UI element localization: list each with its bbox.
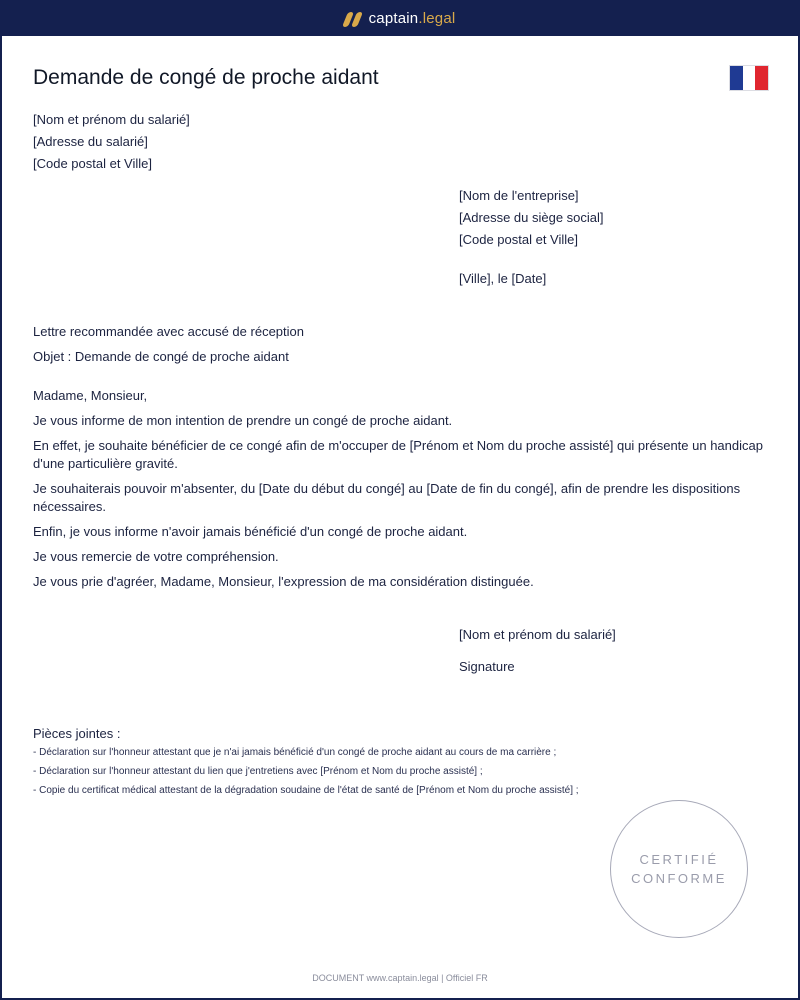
- brand-name: captain.legal: [368, 9, 456, 27]
- france-flag-icon: [729, 65, 769, 91]
- stamp-line: CERTIFIÉ: [639, 852, 719, 867]
- body-paragraph: Enfin, je vous informe n'avoir jamais bénéficié d'un congé de proche aidant.: [33, 524, 468, 539]
- subject-line: Objet : Demande de congé de proche aidant: [33, 349, 289, 364]
- body-paragraph: En effet, je souhaite bénéficier de ce congé afin de m'occuper de [Prénom et Nom du proche assisté] qui présente un handicap d'une particulière gravité.: [33, 438, 763, 471]
- recipient-city: [Code postal et Ville]: [459, 232, 578, 247]
- sender-name: [Nom et prénom du salarié]: [33, 112, 190, 127]
- body-paragraph: Je vous informe de mon intention de prendre un congé de proche aidant.: [33, 413, 453, 428]
- attachment-item: - Déclaration sur l'honneur attestant que je n'ai jamais bénéficié d'un congé de proche aidant au cours de ma carrière ;: [33, 747, 557, 758]
- page-footer: DOCUMENT www.captain.legal | Officiel FR: [312, 973, 488, 983]
- recipient-address: [Adresse du siège social]: [459, 210, 604, 225]
- brand-logo[interactable]: [345, 10, 456, 27]
- attachments-title: Pièces jointes :: [33, 726, 121, 741]
- signature-name: [Nom et prénom du salarié]: [459, 627, 616, 642]
- recipient-company: [Nom de l'entreprise]: [459, 188, 579, 203]
- attachment-item: - Déclaration sur l'honneur attestant du lien que j'entretiens avec [Prénom et Nom du proche assisté] ;: [33, 766, 483, 777]
- closing-paragraph: Je vous prie d'agréer, Madame, Monsieur, l'expression de ma considération distinguée.: [33, 574, 534, 589]
- top-bar: [0, 0, 800, 36]
- certified-stamp: [610, 800, 748, 938]
- sender-address: [Adresse du salarié]: [33, 134, 148, 149]
- sender-city: [Code postal et Ville]: [33, 156, 152, 171]
- stamp-line: CONFORME: [631, 871, 727, 886]
- document-page: [2, 36, 798, 998]
- attachment-item: - Copie du certificat médical attestant de la dégradation soudaine de l'état de santé de [Prénom et Nom du proche assisté] ;: [33, 785, 579, 796]
- body-paragraph: Je souhaiterais pouvoir m'absenter, du [Date du début du congé] au [Date de fin du congé], afin de prendre les dispositions nécessaires.: [33, 481, 741, 514]
- captain-logo-icon: [345, 12, 360, 27]
- body-paragraph: Je vous remercie de votre compréhension.: [33, 549, 279, 564]
- salutation: Madame, Monsieur,: [33, 388, 148, 403]
- document-title: Demande de congé de proche aidant: [33, 66, 379, 89]
- date-line: [Ville], le [Date]: [459, 271, 547, 286]
- delivery-mode: Lettre recommandée avec accusé de réception: [33, 324, 304, 339]
- signature-label: Signature: [459, 659, 515, 674]
